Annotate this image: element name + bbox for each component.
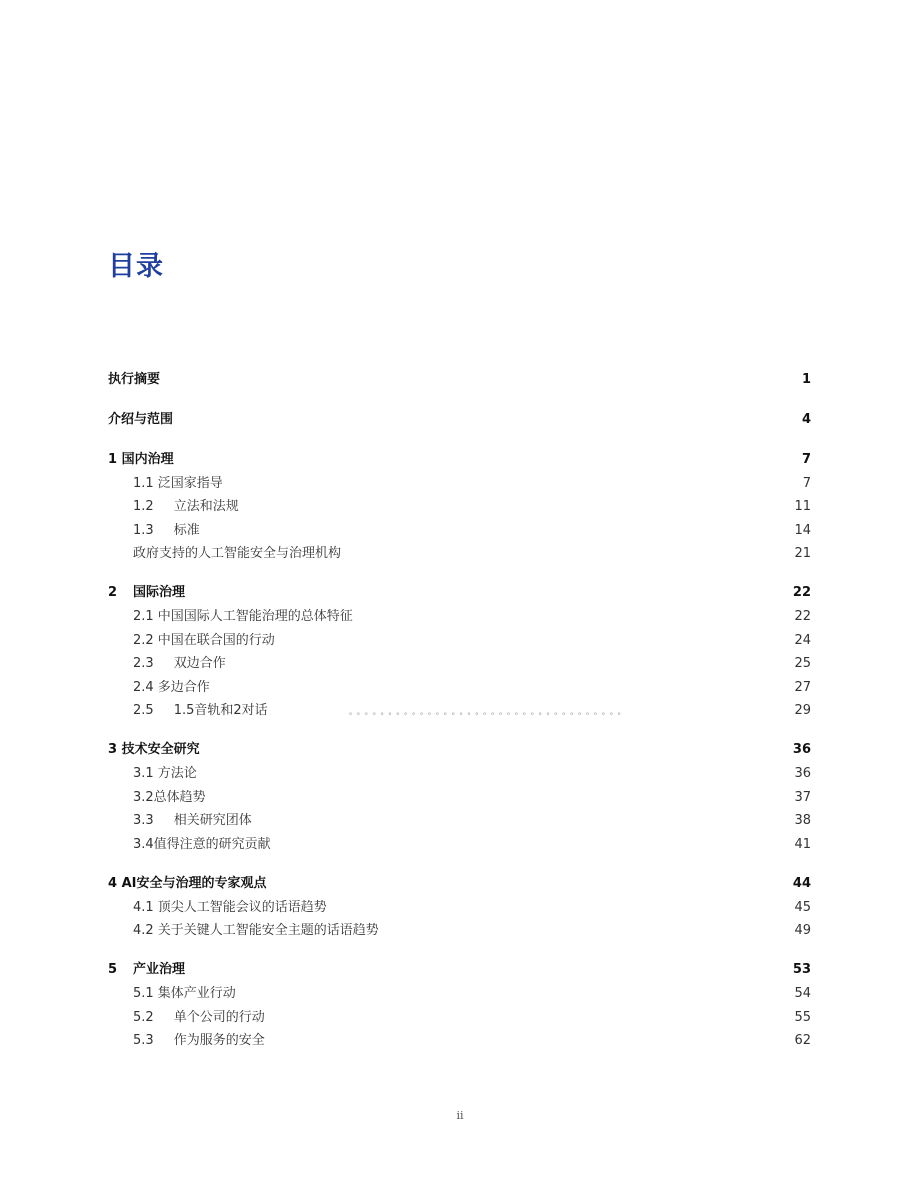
toc-entry-introduction[interactable] [108, 409, 811, 431]
toc-entry-label: 4.1 顶尖人工智能会议的话语趋势 [133, 900, 327, 915]
toc-entry-label: 作为服务的安全 [173, 1033, 265, 1048]
toc-entry-label: 3.4值得注意的研究贡献 [133, 837, 271, 852]
toc-entry-label: 3.1 方法论 [133, 766, 197, 781]
toc-entry-executive-summary[interactable] [108, 369, 811, 391]
toc-entry-label: 4 AI安全与治理的专家观点 [108, 876, 267, 891]
toc-page-number: 25 [794, 656, 811, 671]
toc-entry-label: 5.1 集体产业行动 [133, 986, 236, 1001]
toc-entry-3-3[interactable] [108, 810, 811, 832]
toc-entry-label: 2.4 多边合作 [133, 680, 210, 695]
toc-entry-label: 4.2 关于关键人工智能安全主题的话语趋势 [133, 923, 379, 938]
toc-entry-1-4[interactable] [108, 543, 811, 565]
toc-entry-chapter-1[interactable] [108, 449, 811, 471]
toc-entry-label: 2.2 中国在联合国的行动 [133, 633, 275, 648]
table-of-contents [108, 0, 811, 1100]
toc-entry-label: 政府支持的人工智能安全与治理机构 [133, 546, 342, 561]
toc-dot-leader: 。。。。。。。。。。。。。。。。。。。。。。。。。。。。。。。。。。。 [349, 707, 630, 716]
toc-entry-label: 相关研究团体 [173, 813, 252, 828]
toc-entry-4-1[interactable] [108, 897, 811, 919]
toc-page-number: 22 [792, 585, 811, 600]
toc-entry-2-2[interactable] [108, 630, 811, 652]
page-title: 目录 [108, 251, 164, 282]
toc-entry-label: 产业治理 [133, 962, 186, 977]
toc-entry-1-3[interactable] [108, 520, 811, 542]
toc-entry-2-3[interactable] [108, 653, 811, 675]
toc-page-number: 4 [801, 412, 811, 427]
toc-page-number: 36 [794, 766, 811, 781]
toc-page-number: 14 [794, 523, 811, 538]
toc-entry-number: 5.3 [133, 1033, 154, 1048]
toc-page-number: 62 [794, 1033, 811, 1048]
toc-entry-chapter-2[interactable] [108, 582, 811, 604]
toc-entry-label: 1.1 泛国家指导 [133, 476, 223, 491]
toc-entry-number: 1.3 [133, 523, 154, 538]
toc-page-number: 1 [801, 372, 811, 387]
toc-page-number: 49 [794, 923, 811, 938]
toc-entry-4-2[interactable] [108, 920, 811, 942]
toc-entry-3-1[interactable] [108, 763, 811, 785]
toc-entry-label: 3 技术安全研究 [108, 742, 200, 757]
toc-entry-label: 国际治理 [133, 585, 186, 600]
toc-entry-chapter-4[interactable] [108, 873, 811, 895]
toc-entry-label: 1.5音轨和2对话 [173, 703, 268, 718]
toc-page-number: 22 [794, 609, 811, 624]
toc-entry-chapter-3[interactable] [108, 739, 811, 761]
toc-entry-label: 介绍与范围 [108, 412, 174, 427]
toc-entry-number: 1 [108, 452, 118, 467]
toc-entry-3-2[interactable] [108, 787, 811, 809]
toc-entry-number: 2.3 [133, 656, 154, 671]
toc-entry-number: 5 [108, 962, 118, 977]
toc-entry-number: 2 [108, 585, 118, 600]
toc-entry-number: 5.2 [133, 1010, 154, 1025]
toc-entry-chapter-5[interactable] [108, 959, 811, 981]
toc-page-number: 21 [794, 546, 811, 561]
toc-entry-number: 2.5 [133, 703, 154, 718]
toc-page-number: 29 [794, 703, 811, 718]
toc-page-number: 7 [801, 452, 811, 467]
toc-entry-5-1[interactable] [108, 983, 811, 1005]
toc-entry-label: 3.2总体趋势 [133, 790, 206, 805]
toc-entry-label: 双边合作 [173, 656, 226, 671]
toc-page-number: 53 [792, 962, 811, 977]
toc-page-number: 44 [792, 876, 811, 891]
toc-entry-2-5[interactable] [108, 700, 811, 722]
toc-page-number: 7 [802, 476, 811, 491]
toc-page-number: 11 [794, 499, 811, 514]
page-footer-number: ii [456, 1109, 464, 1122]
toc-entry-label: 执行摘要 [108, 372, 161, 387]
toc-entry-5-3[interactable] [108, 1030, 811, 1052]
toc-page-number: 37 [794, 790, 811, 805]
toc-page-number: 24 [794, 633, 811, 648]
toc-entry-3-4[interactable] [108, 834, 811, 856]
toc-page-number: 38 [794, 813, 811, 828]
toc-page-number: 41 [794, 837, 811, 852]
toc-entry-1-1[interactable] [108, 473, 811, 495]
toc-entry-number: 3.3 [133, 813, 154, 828]
toc-entry-label: 国内治理 [121, 452, 174, 467]
toc-page-number: 36 [792, 742, 811, 757]
toc-entry-2-4[interactable] [108, 677, 811, 699]
toc-page-number: 55 [794, 1010, 811, 1025]
toc-entry-1-2[interactable] [108, 496, 811, 518]
toc-entry-label: 单个公司的行动 [173, 1010, 265, 1025]
toc-page-number: 27 [794, 680, 811, 695]
toc-entry-number: 1.2 [133, 499, 154, 514]
toc-entry-label: 标准 [173, 523, 200, 538]
toc-entry-5-2[interactable] [108, 1007, 811, 1029]
toc-entry-label: 立法和法规 [173, 499, 239, 514]
toc-page-number: 54 [794, 986, 811, 1001]
toc-entry-label: 2.1 中国国际人工智能治理的总体特征 [133, 609, 353, 624]
toc-page-number: 45 [794, 900, 811, 915]
toc-entry-2-1[interactable] [108, 606, 811, 628]
